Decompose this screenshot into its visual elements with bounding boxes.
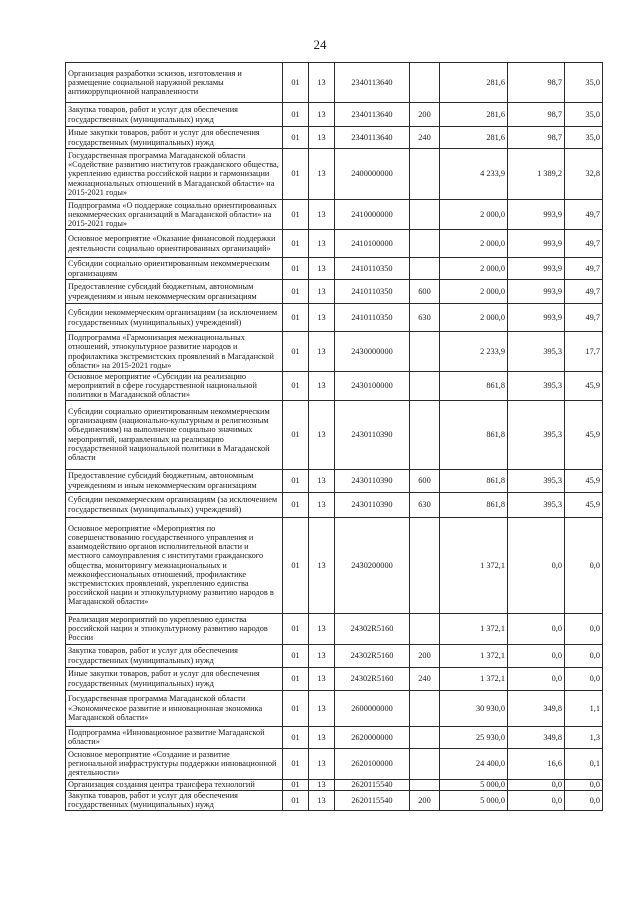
row-section: 01 [283,200,309,230]
row-executed: 395,3 [508,469,565,492]
row-subsection: 13 [309,149,335,200]
row-section: 01 [283,748,309,779]
row-subsection: 13 [309,63,335,103]
table-row [66,103,603,127]
row-name: Подпрограмма «Инновационное развитие Магаданской области» [66,726,283,748]
row-name: Закупка товаров, работ и услуг для обеспечения государственных (муниципальных) нужд [66,790,283,810]
row-planned: 2 000,0 [440,280,508,304]
table-row [66,748,603,779]
row-name: Государственная программа Магаданской области «Содействие развитию институтов гражданского общества, укреплению единства российской нации и гармонизации межнациональных отношений в Магаданской области» на 2015-2021 годы» [66,149,283,200]
row-target-code: 24302R5160 [335,644,410,667]
row-executed: 0,0 [508,644,565,667]
row-percent: 17,7 [565,332,603,372]
row-planned: 5 000,0 [440,779,508,790]
row-percent: 1,1 [565,690,603,726]
row-name: Организация разработки эскизов, изготовления и размещение социальной наружной рекламы антикоррупционной направленности [66,63,283,103]
row-name: Основное мероприятие «Мероприятия по совершенствованию государственного управления и взаимодействию органов исполнительной власти и местного самоуправления с институтами гражданского общества, мониторингу межнациональных и межконфессиональных отношений, профилактике экстремистских проявлений, укреплению единства российской нации и этнокультурному развитию народов в Магаданской области» [66,517,283,613]
row-percent: 0,0 [565,667,603,690]
row-subsection: 13 [309,230,335,258]
row-planned: 25 930,0 [440,726,508,748]
row-planned: 2 000,0 [440,258,508,280]
row-executed: 0,0 [508,779,565,790]
row-expense-type [410,613,440,644]
row-percent: 49,7 [565,304,603,332]
table-row [66,149,603,200]
row-executed: 395,3 [508,332,565,372]
row-name: Субсидии некоммерческим организациям (за исключением государственных (муниципальных) учреждений) [66,492,283,517]
row-target-code: 2340113640 [335,103,410,127]
row-target-code: 2430000000 [335,332,410,372]
row-expense-type: 630 [410,492,440,517]
row-expense-type: 600 [410,469,440,492]
row-planned: 1 372,1 [440,613,508,644]
row-name: Субсидии социально ориентированным некоммерческим организациям (национально-культурным и религиозным объединениям) на выполнение социально значимых мероприятий, направленных на реализацию государственной национальной политики в Магаданской области [66,400,283,469]
row-percent: 45,9 [565,372,603,401]
row-section: 01 [283,726,309,748]
row-target-code: 24302R5160 [335,667,410,690]
row-expense-type [410,779,440,790]
row-subsection: 13 [309,280,335,304]
row-expense-type [410,372,440,401]
row-name: Закупка товаров, работ и услуг для обеспечения государственных (муниципальных) нужд [66,644,283,667]
row-subsection: 13 [309,726,335,748]
row-expense-type [410,200,440,230]
row-name: Иные закупки товаров, работ и услуг для обеспечения государственных (муниципальных) нужд [66,127,283,149]
row-subsection: 13 [309,103,335,127]
row-percent: 0,0 [565,644,603,667]
table-row [66,280,603,304]
row-expense-type: 630 [410,304,440,332]
row-name: Закупка товаров, работ и услуг для обеспечения государственных (муниципальных) нужд [66,103,283,127]
table-row [66,644,603,667]
row-name: Основное мероприятие «Оказание финансовой поддержки деятельности социально ориентированных организаций» [66,230,283,258]
row-target-code: 2430110390 [335,492,410,517]
row-percent: 49,7 [565,258,603,280]
row-section: 01 [283,149,309,200]
row-name: Основное мероприятие «Создание и развитие региональной инфраструктуры поддержки инновационной деятельности» [66,748,283,779]
row-planned: 1 372,1 [440,667,508,690]
row-executed: 993,9 [508,258,565,280]
budget-table [65,62,603,811]
row-subsection: 13 [309,492,335,517]
row-name: Основное мероприятие «Субсидии на реализацию мероприятий в сфере государственной национальной политики в Магаданской области» [66,372,283,401]
row-subsection: 13 [309,200,335,230]
row-subsection: 13 [309,127,335,149]
row-target-code: 2430200000 [335,517,410,613]
row-executed: 993,9 [508,280,565,304]
row-planned: 281,6 [440,127,508,149]
table-row [66,779,603,790]
row-expense-type [410,149,440,200]
row-planned: 2 000,0 [440,200,508,230]
row-executed: 349,8 [508,726,565,748]
row-section: 01 [283,779,309,790]
row-subsection: 13 [309,779,335,790]
row-target-code: 2400000000 [335,149,410,200]
row-percent: 35,0 [565,103,603,127]
row-section: 01 [283,400,309,469]
row-section: 01 [283,372,309,401]
row-percent: 1,3 [565,726,603,748]
row-target-code: 2600000000 [335,690,410,726]
table-row [66,258,603,280]
row-name: Предоставление субсидий бюджетным, автономным учреждениям и иным некоммерческим организациям [66,469,283,492]
table-row [66,667,603,690]
table-row [66,63,603,103]
table-row [66,726,603,748]
row-percent: 0,1 [565,748,603,779]
row-subsection: 13 [309,667,335,690]
row-expense-type: 200 [410,103,440,127]
table-row [66,127,603,149]
row-percent: 0,0 [565,517,603,613]
row-planned: 861,8 [440,469,508,492]
page-number: 24 [313,37,327,52]
row-section: 01 [283,304,309,332]
row-percent: 0,0 [565,613,603,644]
table-row [66,790,603,810]
row-executed: 395,3 [508,372,565,401]
row-planned: 5 000,0 [440,790,508,810]
row-target-code: 24302R5160 [335,613,410,644]
row-subsection: 13 [309,372,335,401]
row-planned: 861,8 [440,372,508,401]
row-target-code: 2620100000 [335,748,410,779]
row-subsection: 13 [309,258,335,280]
row-percent: 35,0 [565,63,603,103]
row-expense-type [410,748,440,779]
row-percent: 0,0 [565,790,603,810]
row-expense-type [410,258,440,280]
table-row [66,492,603,517]
row-planned: 281,6 [440,63,508,103]
row-subsection: 13 [309,790,335,810]
row-target-code: 2620000000 [335,726,410,748]
row-planned: 2 000,0 [440,304,508,332]
row-target-code: 2410110350 [335,280,410,304]
row-planned: 1 372,1 [440,644,508,667]
table-row [66,517,603,613]
row-percent: 45,9 [565,469,603,492]
table-row [66,304,603,332]
row-section: 01 [283,613,309,644]
table-row [66,372,603,401]
row-expense-type [410,726,440,748]
row-section: 01 [283,667,309,690]
row-percent: 0,0 [565,779,603,790]
row-target-code: 2410000000 [335,200,410,230]
row-expense-type [410,63,440,103]
row-subsection: 13 [309,304,335,332]
row-section: 01 [283,690,309,726]
row-target-code: 2340113640 [335,63,410,103]
row-executed: 993,9 [508,200,565,230]
row-name: Субсидии некоммерческим организациям (за исключением государственных (муниципальных) учреждений) [66,304,283,332]
row-target-code: 2410110350 [335,304,410,332]
row-executed: 395,3 [508,492,565,517]
row-percent: 45,9 [565,400,603,469]
row-planned: 861,8 [440,492,508,517]
row-planned: 861,8 [440,400,508,469]
row-percent: 49,7 [565,280,603,304]
row-expense-type: 600 [410,280,440,304]
row-section: 01 [283,127,309,149]
row-executed: 395,3 [508,400,565,469]
row-percent: 49,7 [565,230,603,258]
row-name: Подпрограмма «О поддержке социально ориентированных некоммерческих организаций в Магаданской области» на 2015-2021 годы» [66,200,283,230]
row-section: 01 [283,517,309,613]
row-subsection: 13 [309,332,335,372]
row-subsection: 13 [309,690,335,726]
row-expense-type [410,517,440,613]
row-executed: 0,0 [508,613,565,644]
row-planned: 1 372,1 [440,517,508,613]
row-target-code: 2620115540 [335,790,410,810]
row-expense-type [410,400,440,469]
row-percent: 45,9 [565,492,603,517]
row-expense-type: 200 [410,644,440,667]
row-name: Субсидии социально ориентированным некоммерческим организациям [66,258,283,280]
table-row [66,230,603,258]
row-planned: 2 000,0 [440,230,508,258]
row-target-code: 2620115540 [335,779,410,790]
row-executed: 993,9 [508,230,565,258]
row-name: Предоставление субсидий бюджетным, автономным учреждениям и иным некоммерческим организациям [66,280,283,304]
row-name: Организация создания центра трансфера технологий [66,779,283,790]
row-expense-type: 240 [410,127,440,149]
row-section: 01 [283,280,309,304]
row-expense-type [410,230,440,258]
table-row [66,400,603,469]
row-section: 01 [283,790,309,810]
row-name: Подпрограмма «Гармонизация межнациональных отношений, этнокультурное развитие народов и профилактика экстремистских проявлений в Магаданской области» на 2015-2021 годы» [66,332,283,372]
table-row [66,200,603,230]
row-executed: 0,0 [508,517,565,613]
row-target-code: 2430110390 [335,400,410,469]
row-target-code: 2410100000 [335,230,410,258]
row-section: 01 [283,492,309,517]
table-row [66,332,603,372]
row-planned: 4 233,9 [440,149,508,200]
row-section: 01 [283,103,309,127]
row-section: 01 [283,469,309,492]
row-section: 01 [283,644,309,667]
row-executed: 0,0 [508,790,565,810]
row-target-code: 2430110390 [335,469,410,492]
row-subsection: 13 [309,400,335,469]
row-name: Реализация мероприятий по укреплению единства российской нации и этнокультурному развитию народов России [66,613,283,644]
row-executed: 98,7 [508,103,565,127]
row-section: 01 [283,230,309,258]
row-planned: 281,6 [440,103,508,127]
row-name: Государственная программа Магаданской области «Экономическое развитие и инновационная экономика Магаданской области» [66,690,283,726]
row-name: Иные закупки товаров, работ и услуг для обеспечения государственных (муниципальных) нужд [66,667,283,690]
row-executed: 0,0 [508,667,565,690]
row-percent: 35,0 [565,127,603,149]
row-target-code: 2340113640 [335,127,410,149]
row-subsection: 13 [309,644,335,667]
row-expense-type: 200 [410,790,440,810]
row-planned: 24 400,0 [440,748,508,779]
row-executed: 16,6 [508,748,565,779]
row-section: 01 [283,63,309,103]
row-planned: 30 930,0 [440,690,508,726]
row-executed: 98,7 [508,127,565,149]
row-executed: 993,9 [508,304,565,332]
row-section: 01 [283,258,309,280]
row-executed: 349,8 [508,690,565,726]
row-subsection: 13 [309,748,335,779]
table-row [66,690,603,726]
row-expense-type: 240 [410,667,440,690]
row-subsection: 13 [309,613,335,644]
row-section: 01 [283,332,309,372]
row-executed: 1 389,2 [508,149,565,200]
row-executed: 98,7 [508,63,565,103]
row-target-code: 2410110350 [335,258,410,280]
row-expense-type [410,332,440,372]
row-percent: 49,7 [565,200,603,230]
row-percent: 32,8 [565,149,603,200]
row-subsection: 13 [309,517,335,613]
table-row [66,469,603,492]
table-row [66,613,603,644]
row-subsection: 13 [309,469,335,492]
row-planned: 2 233,9 [440,332,508,372]
row-expense-type [410,690,440,726]
row-target-code: 2430100000 [335,372,410,401]
